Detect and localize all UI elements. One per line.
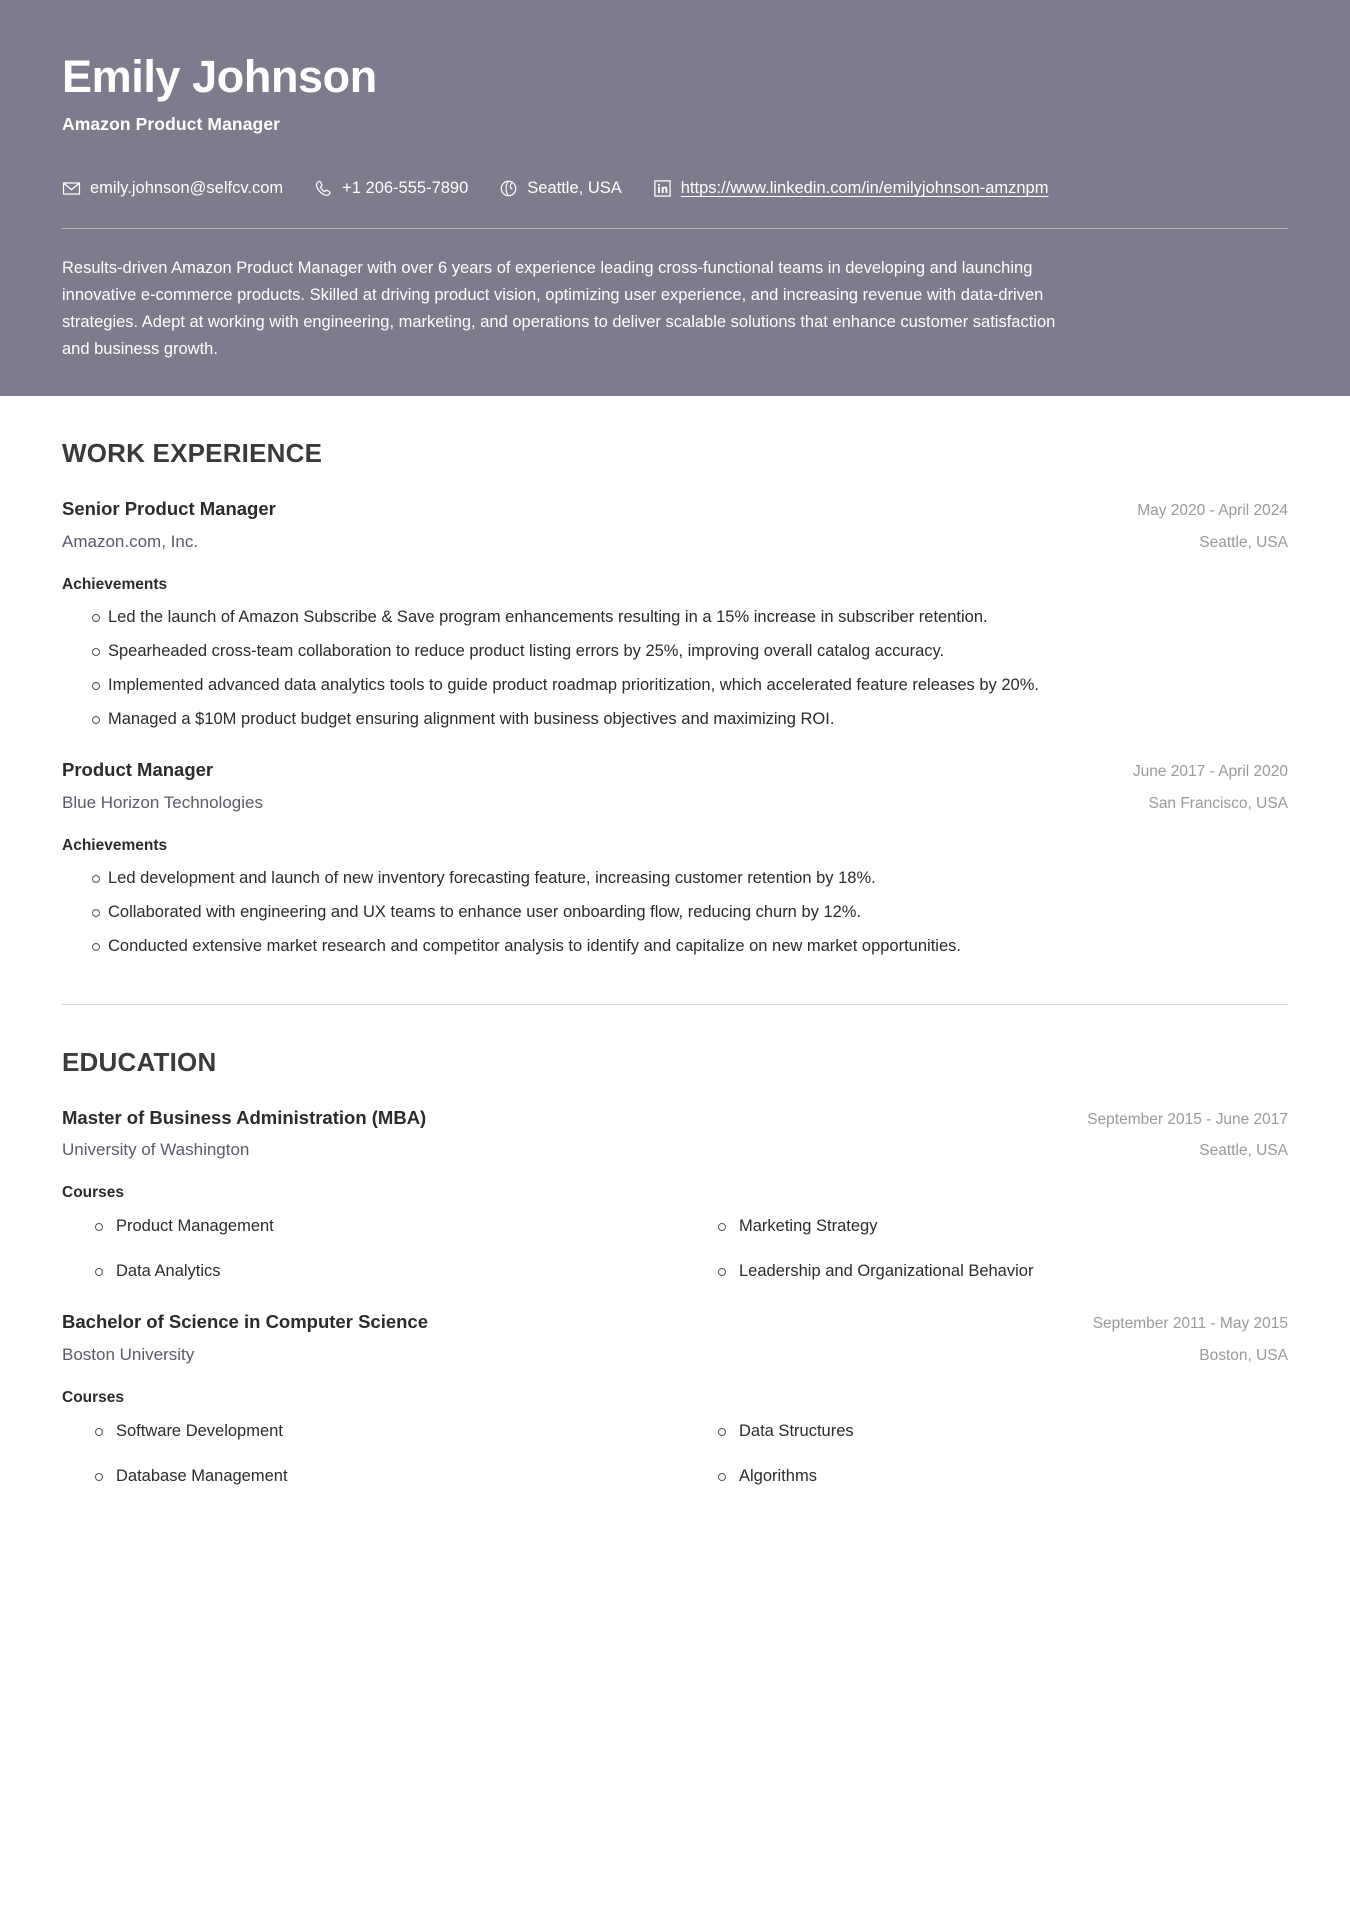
list-item: Implemented advanced data analytics tools to guide product roadmap prioritization, which accelerated feature releases by 20%. [62,672,1288,698]
education-entry-institution: University of Washington [62,1140,250,1160]
professional-summary: Results-driven Amazon Product Manager with over 6 years of experience leading cross-functional teams in developing and launching innovative e-commerce products. Skilled at driving product vision, optimizing user experience, and increasing revenue with data-driven strategies. Adept at working with engineering, marketing, and operations to deliver scalable solutions that enhance customer satisfaction and business growth. [62,259,1056,358]
education-entry-dates: September 2011 - May 2015 [1092,1314,1288,1332]
work-entry-location: Seattle, USA [1199,534,1288,552]
list-item: Collaborated with engineering and UX teams to enhance user onboarding flow, reducing churn by 12%. [62,899,1288,925]
header-divider [62,228,1288,229]
education-entry-head [62,1106,1288,1131]
contact-location [499,179,621,198]
education-entry-sub [62,1344,1288,1367]
candidate-job-title: Amazon Product Manager [62,114,281,135]
contact-phone-text: +1 206-555-7890 [342,179,469,198]
list-item: Data Structures [685,1419,1288,1444]
contact-phone[interactable] [314,179,468,198]
work-entry-head [62,758,1288,783]
work-entry-sub [62,792,1288,815]
list-item: Software Development [62,1419,665,1444]
education-entry-location: Boston, USA [1199,1346,1288,1364]
work-entry-title: Senior Product Manager [62,498,276,520]
list-item: Managed a $10M product budget ensuring alignment with business objectives and maximizing ROI. [62,706,1288,732]
section-title-work-experience: WORK EXPERIENCE [62,438,323,469]
list-item: Led development and launch of new inventory forecasting feature, increasing customer retention by 18%. [62,865,1288,891]
resume-body [0,396,1350,1488]
education-entry-degree: Bachelor of Science in Computer Science [62,1310,428,1332]
education-entry-location: Seattle, USA [1199,1142,1288,1160]
work-entry-achievements-list [62,865,1288,959]
list-item: Conducted extensive market research and competitor analysis to identify and capitalize on new market opportunities. [62,933,1288,959]
education-entry-courses-list [62,1419,1288,1489]
contact-email-text: emily.johnson@selfcv.com [90,179,284,198]
list-item: Marketing Strategy [685,1214,1288,1239]
phone-icon [314,179,333,198]
location-globe-icon [499,179,518,198]
education-entry-institution: Boston University [62,1344,195,1364]
work-entry [62,497,1288,732]
section-work-experience [62,396,1288,1004]
list-item: Database Management [62,1464,665,1489]
contact-linkedin-text[interactable]: https://www.linkedin.com/in/emilyjohnson-amznpm [680,179,1049,198]
work-entry-achievements-list [62,604,1288,732]
education-entry-courses-label: Courses [62,1184,125,1202]
work-entry-organization: Amazon.com, Inc. [62,532,199,552]
work-entry-sub [62,531,1288,554]
contact-location-text: Seattle, USA [527,179,622,198]
work-entry-title: Product Manager [62,759,214,781]
education-entry-courses-list [62,1214,1288,1284]
list-item: Data Analytics [62,1259,665,1284]
work-entry-dates: June 2017 - April 2020 [1132,763,1288,781]
resume-header [0,0,1350,396]
list-item: Spearheaded cross-team collaboration to reduce product listing errors by 25%, improving overall catalog accuracy. [62,638,1288,664]
work-entry-location: San Francisco, USA [1148,795,1288,813]
contact-linkedin[interactable] [653,179,1049,198]
education-entry [62,1310,1288,1488]
work-entry [62,758,1288,959]
education-entry [62,1106,1288,1284]
section-title-education: EDUCATION [62,1046,217,1077]
linkedin-icon [653,179,672,198]
candidate-name: Emily Johnson [62,51,377,102]
work-entry-achievements-label: Achievements [62,837,168,855]
contact-email[interactable] [62,179,283,198]
education-entry-dates: September 2015 - June 2017 [1087,1110,1288,1128]
education-entry-sub [62,1139,1288,1162]
list-item: Leadership and Organizational Behavior [685,1259,1288,1284]
education-entry-courses-label: Courses [62,1388,125,1406]
work-entry-dates: May 2020 - April 2024 [1137,502,1288,520]
work-entry-head [62,497,1288,522]
list-item: Algorithms [685,1464,1288,1489]
list-item: Product Management [62,1214,665,1239]
envelope-icon [62,179,81,198]
list-item: Led the launch of Amazon Subscribe & Save program enhancements resulting in a 15% increase in subscriber retention. [62,604,1288,630]
section-education [62,1005,1288,1489]
education-entry-degree: Master of Business Administration (MBA) [62,1106,427,1128]
work-entry-achievements-label: Achievements [62,576,168,594]
work-entry-organization: Blue Horizon Technologies [62,793,263,813]
education-entry-head [62,1310,1288,1335]
contact-row [62,179,1288,198]
